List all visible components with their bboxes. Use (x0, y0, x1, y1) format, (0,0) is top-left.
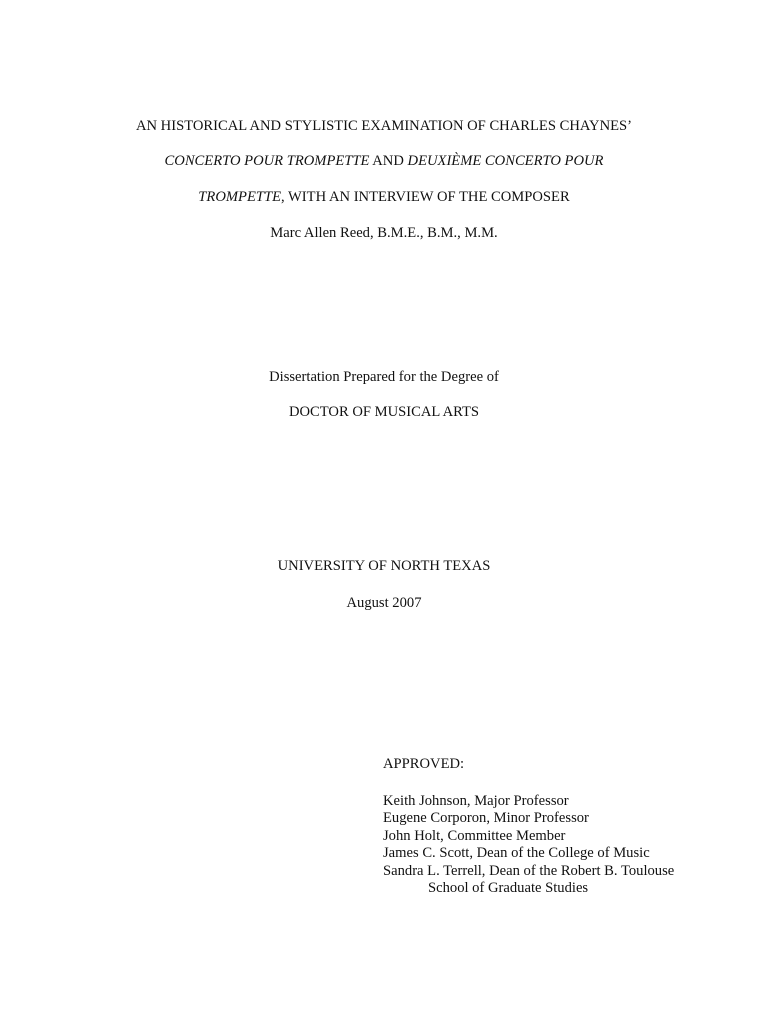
degree-statement-text: Dissertation Prepared for the Degree of (269, 369, 499, 385)
degree-statement (0, 369, 768, 387)
committee-member-continuation: School of Graduate Studies (428, 880, 589, 897)
title-line-3 (0, 189, 768, 207)
title-work-1: CONCERTO POUR TROMPETTE (164, 153, 370, 169)
committee-member: Keith Johnson, Major Professor (383, 792, 569, 809)
title-conjunction: AND (369, 153, 408, 169)
title-line-1-text: AN HISTORICAL AND STYLISTIC EXAMINATION OF CHARLES CHAYNES’ (135, 118, 633, 134)
submission-date (0, 595, 768, 613)
institution-name-text: UNIVERSITY OF NORTH TEXAS (277, 558, 491, 574)
title-work-2: DEUXIÈME CONCERTO POUR (407, 153, 604, 169)
committee-member: Sandra L. Terrell, Dean of the Robert B. Toulouse (383, 862, 675, 879)
committee-member: Eugene Corporon, Minor Professor (383, 810, 589, 827)
title-line-3-text: , WITH AN INTERVIEW OF THE COMPOSER (281, 189, 570, 205)
approval-heading: APPROVED: (383, 756, 465, 772)
approval-block (383, 756, 743, 898)
title-line-1 (0, 118, 768, 136)
degree-name (0, 404, 768, 422)
author-name (0, 225, 768, 243)
submission-date-text: August 2007 (346, 595, 422, 611)
title-work-2-continued: TROMPETTE (198, 189, 281, 205)
author-name-text: Marc Allen Reed, B.M.E., B.M., M.M. (270, 225, 498, 241)
title-line-2 (0, 153, 768, 171)
committee-member: John Holt, Committee Member (383, 827, 566, 844)
institution-name (0, 558, 768, 576)
degree-name-text: DOCTOR OF MUSICAL ARTS (288, 404, 480, 420)
committee-member: James C. Scott, Dean of the College of Music (383, 845, 650, 862)
